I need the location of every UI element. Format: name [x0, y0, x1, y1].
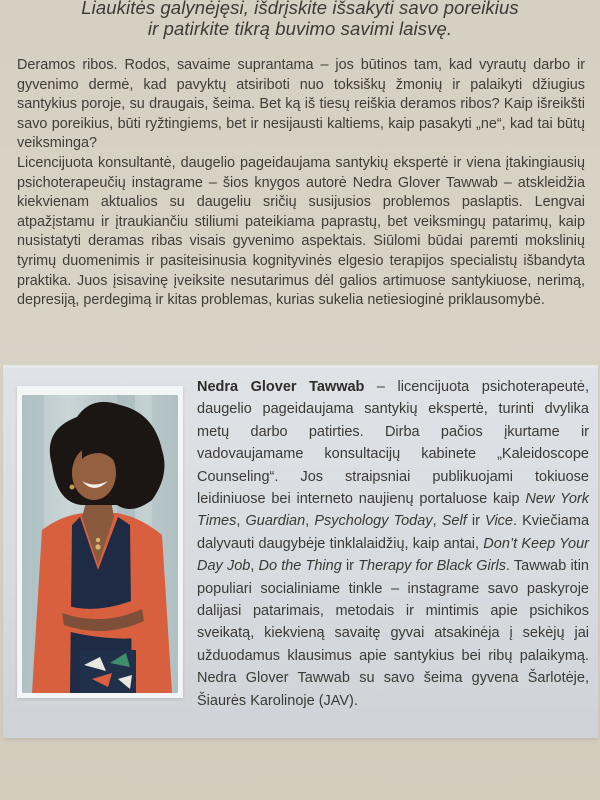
podcast-title: Don’t Keep Your Day Job [197, 535, 589, 575]
author-bio-box [3, 365, 598, 738]
podcast-title: Therapy for Black Girls [358, 558, 506, 575]
bio-segment: , [236, 513, 246, 530]
author-bio-text [197, 376, 589, 712]
bio-segment: ir [341, 558, 359, 575]
bio-segment: , [432, 513, 442, 530]
bio-segment: , [305, 513, 315, 530]
description-paragraph-2: Licencijuota konsultantė, daugelio pageidaujama santykių ekspertė ir viena įtakingiausių psichoterapeučių instagrame – šios knygos autorė Nedra Glover Tawwab – atskleidžia kiekvienam aktualios su daugeliu sričių susijusios problemos paslaptis. Lengvai atpažįstamu ir įtraukiančiu stiliumi pateikiama paprastų, bet veiksmingų patarimų, kaip nusistatyti deramas ribas visais gyvenimo aspektais. Siūlomi būdai paremti mokslinių tyrimų duomenimis ir pasiteisinusia kognityvinės elgesio terapijos specialistų išbandyta praktika. Juos įsisavinę įveiksite nesutarimus dėl galios artimuose santykiuose, nerimą, depresiją, perdegimą ir kitas problemas, kurias sukelia netiesioginė priklausomybė. [17, 154, 585, 309]
bio-segment: . Kviečiama dalyvauti daugybėje tinklalaidžių, kaip antai, [197, 513, 590, 552]
publication-title: Vice [485, 513, 513, 530]
publication-title: New York Times [197, 491, 589, 530]
publication-title: Psychology Today [314, 513, 433, 530]
tagline-line-2: ir patirkite tikrą buvimo savimi laisvę. [147, 18, 453, 39]
book-description [17, 56, 585, 311]
bio-segment: – licencijuota psichoterapeutė, daugelio pageidaujama santykių ekspertė, turinti dvylika metų darbo patirties. Dirba pačios įkurtame ir vadovaujamame konsultacijų kabinete „Kaleidoscope Counseling“. Jos straipsniai publikuojami tokiuose leidiniuose bei interneto naujienų portaluose kaip [197, 379, 589, 508]
description-paragraph-1: Deramos ribos. Rodos, savaime suprantama – jos būtinos tam, kad vyrautų darbo ir gyvenimo dermė, kad pavyktų atsiriboti nuo toksiškų žmonių ir palaikyti džiugius santykius poroje, su draugais, šeima. Bet ką iš tiesų reiškia deramos ribos? Kaip išreikšti savo poreikius, būti ryžtingiems, bet ir nesijausti kaltiems, kaip pasakyti „ne“, kad tai būtų veiksminga? [17, 57, 585, 152]
author-photo-frame [17, 386, 183, 698]
podcast-title: Do the Thing [258, 558, 342, 575]
bio-segment: . Tawwab itin populiari socialiniame tinkle – instagrame savo paskyroje dalijasi patarimais, metodais ir mintimis apie psichikos sveikatą, kiekvieną savaitę gyvai atsakinėja į sekėjų jai užduodamus klausimus apie santykius bei ribų palaikymą. Nedra Glover Tawwab su savo šeima gyvena Šarlotėje, Šiaurės Karolinoje (JAV). [197, 558, 589, 709]
publication-title: Self [441, 513, 467, 530]
bio-segment: , [250, 558, 259, 575]
author-name: Nedra Glover Tawwab [197, 379, 365, 395]
publication-title: Guardian [245, 513, 306, 530]
author-portrait-illustration [22, 395, 178, 693]
tagline-line-1: Liaukitės galynėjęsi, išdrįskite išsakyti savo poreikius [81, 0, 519, 18]
author-photo [22, 395, 178, 693]
tagline [0, 0, 600, 39]
bio-segment: ir [466, 513, 486, 530]
